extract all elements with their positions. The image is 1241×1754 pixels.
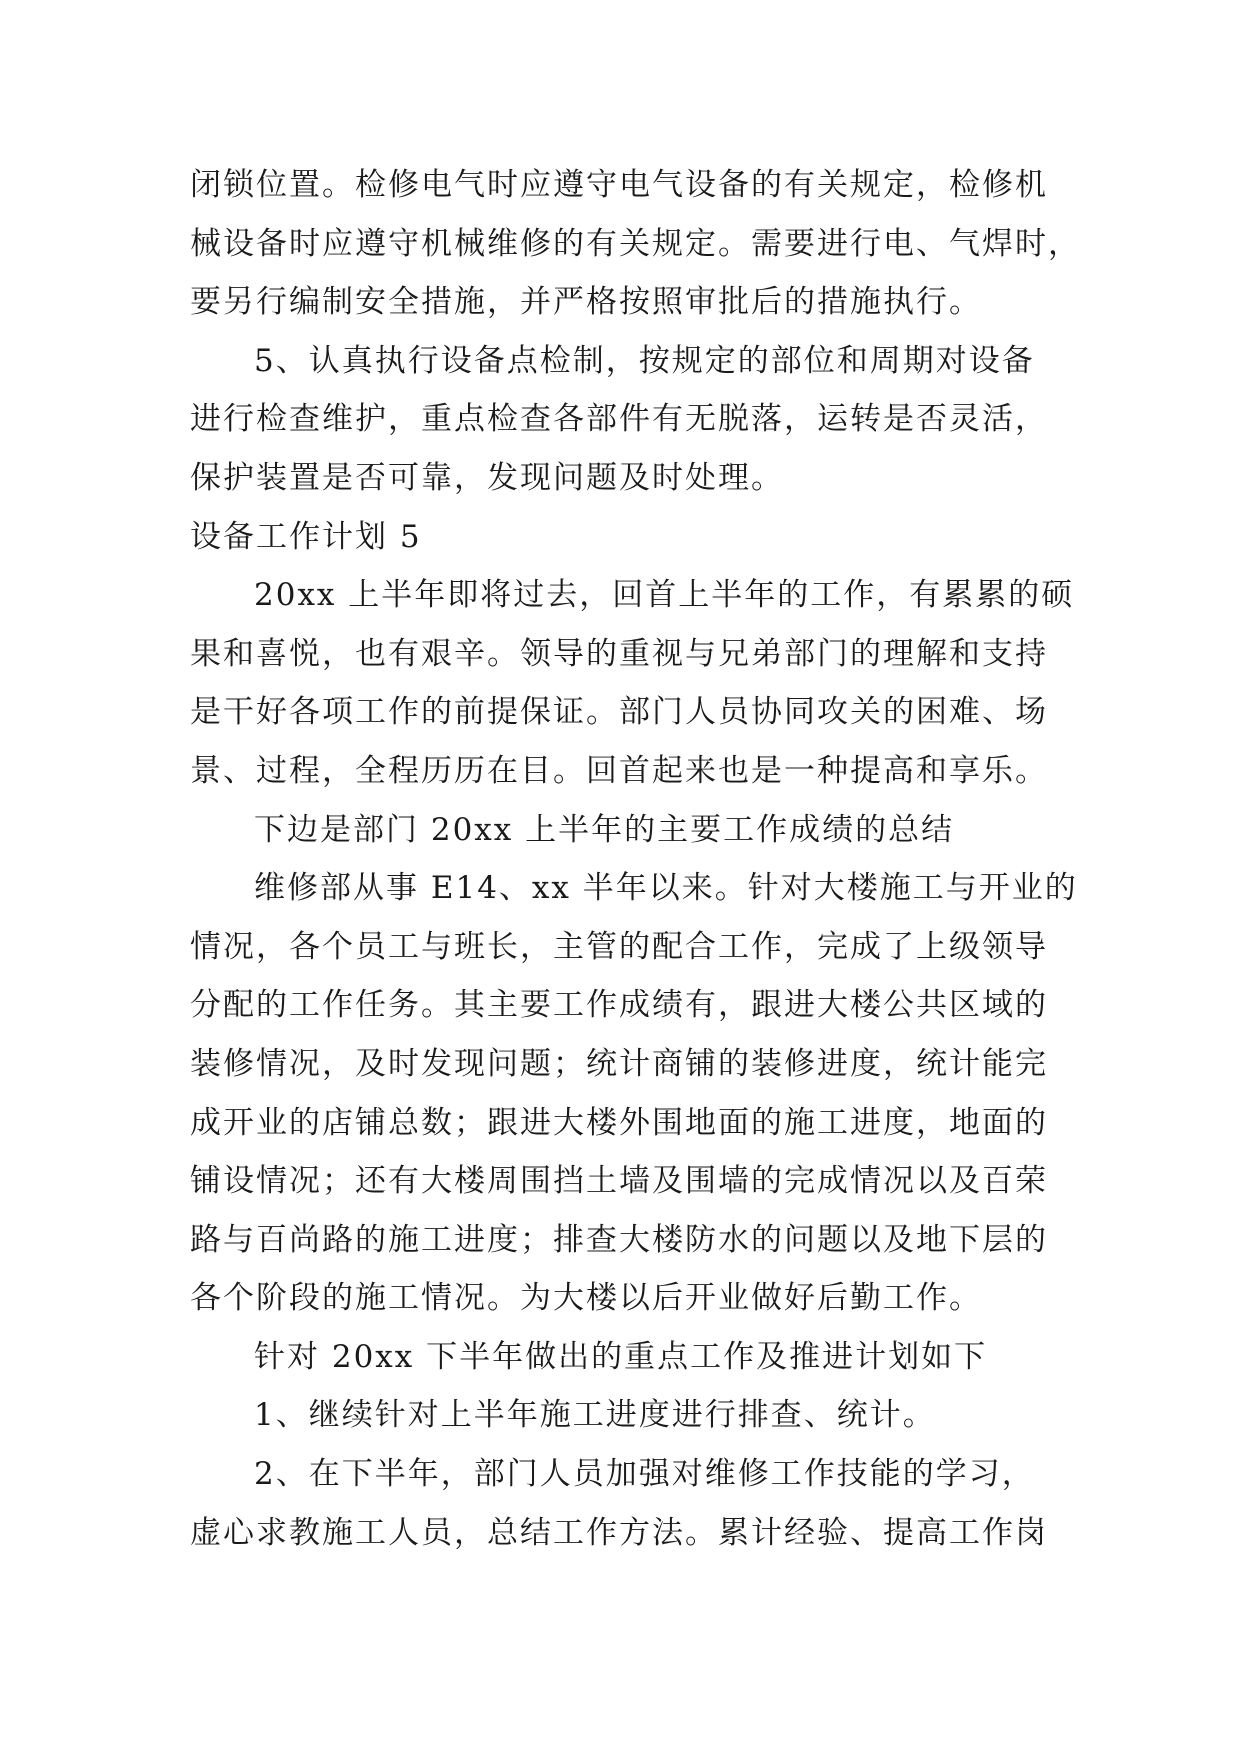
text-line: 2、在下半年，部门人员加强对维修工作技能的学习， — [254, 1456, 1035, 1493]
text-line: 20xx 上半年即将过去，回首上半年的工作，有累累的硕 — [254, 577, 1075, 614]
text-line: 分配的工作任务。其主要工作成绩有，跟进大楼公共区域的 — [190, 987, 1048, 1024]
text-line: 械设备时应遵守机械维修的有关规定。需要进行电、气焊时， — [190, 225, 1081, 262]
text-line: 果和喜悦，也有艰辛。领导的重视与兄弟部门的理解和支持 — [190, 635, 1048, 672]
text-line: 景、过程，全程历历在目。回首起来也是一种提高和享乐。 — [190, 752, 1048, 789]
section-heading: 设备工作计划 5 — [190, 518, 422, 555]
text-line: 成开业的店铺总数；跟进大楼外围地面的施工进度，地面的 — [190, 1104, 1048, 1141]
text-line: 下边是部门 20xx 上半年的主要工作成绩的总结 — [254, 811, 955, 848]
text-line: 路与百尚路的施工进度；排查大楼防水的问题以及地下层的 — [190, 1221, 1048, 1258]
text-line: 是干好各项工作的前提保证。部门人员协同攻关的困难、场 — [190, 694, 1048, 731]
text-line: 闭锁位置。检修电气时应遵守电气设备的有关规定，检修机 — [190, 167, 1048, 203]
text-line: 铺设情况；还有大楼周围挡土墙及围墙的完成情况以及百荣 — [190, 1163, 1048, 1200]
text-line: 要另行编制安全措施，并严格按照审批后的措施执行。 — [190, 284, 982, 321]
text-line: 装修情况，及时发现问题；统计商铺的装修进度，统计能完 — [190, 1045, 1048, 1082]
text-line: 进行检查维护，重点检查各部件有无脱落，运转是否灵活， — [190, 401, 1048, 438]
document-body — [190, 156, 1081, 1562]
text-line: 保护装置是否可靠，发现问题及时处理。 — [190, 459, 784, 496]
text-line: 维修部从事 E14、xx 半年以来。针对大楼施工与开业的 — [254, 870, 1078, 907]
text-line: 1、继续针对上半年施工进度进行排查、统计。 — [254, 1397, 936, 1434]
text-line: 虚心求教施工人员，总结工作方法。累计经验、提高工作岗 — [190, 1514, 1048, 1551]
text-line: 情况，各个员工与班长，主管的配合工作，完成了上级领导 — [190, 928, 1048, 965]
text-line: 针对 20xx 下半年做出的重点工作及推进计划如下 — [254, 1338, 988, 1375]
text-line: 各个阶段的施工情况。为大楼以后开业做好后勤工作。 — [190, 1280, 982, 1317]
text-line: 5、认真执行设备点检制，按规定的部位和周期对设备 — [254, 342, 1035, 379]
